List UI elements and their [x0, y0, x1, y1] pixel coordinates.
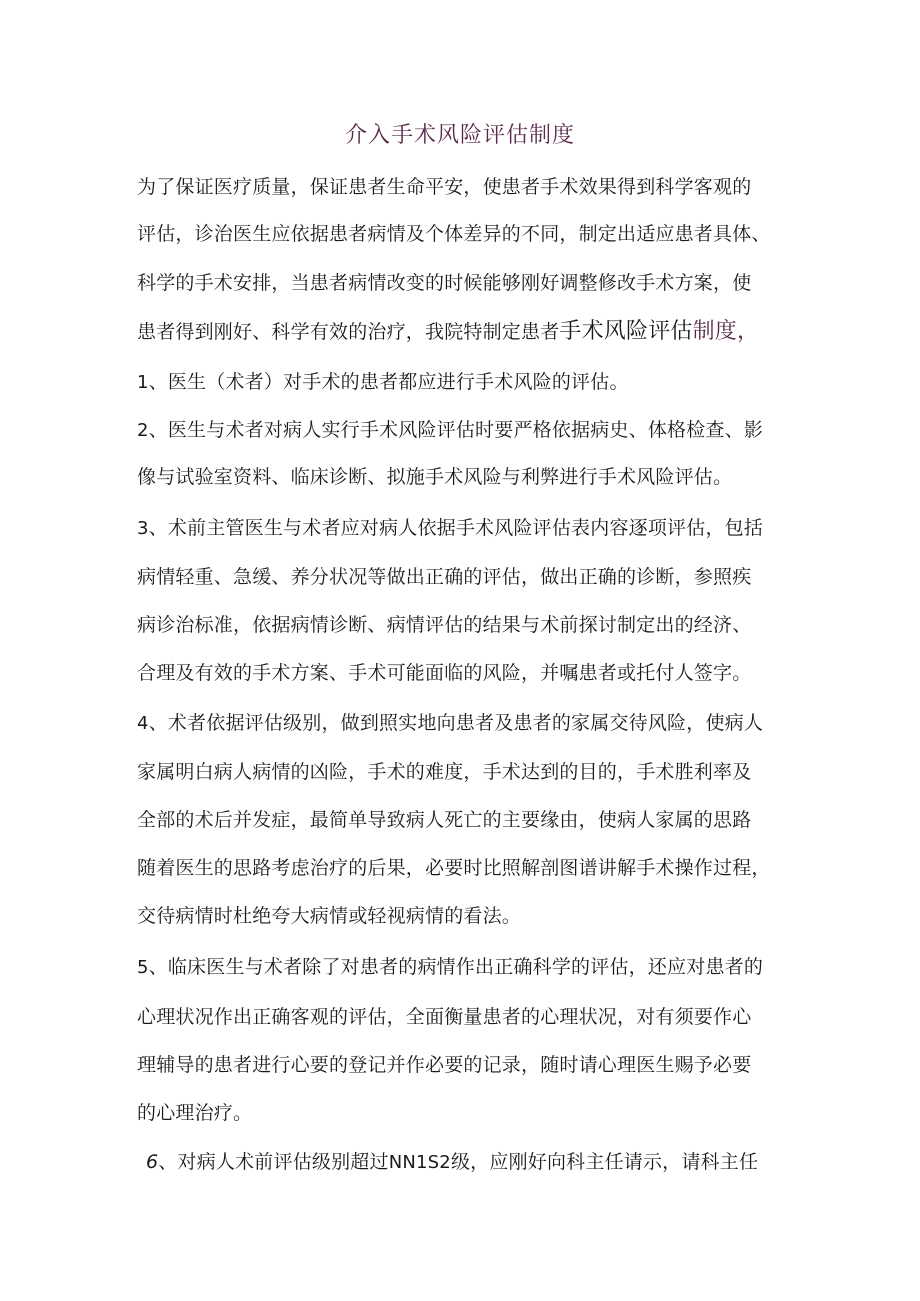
item-5-line-3: 理辅导的患者进行心要的登记并作必要的记录，随时请心理医生赐予必要	[137, 1054, 752, 1076]
item-6	[146, 1147, 758, 1174]
item-5-number: 5	[137, 957, 149, 978]
item-3-line-1	[137, 513, 763, 540]
item-2-line-2: 像与试验室资料、临床诊断、拟施手术风险与利弊进行手术风险评估。	[137, 466, 733, 488]
item-4-line-4: 随着医生的思路考虑治疗的后果，必要时比照解剖图谱讲解手术操作过程，	[137, 857, 771, 879]
item-5-line-2: 心理状况作出正确客观的评估，全面衡量患者的心理状况，对有须要作心	[137, 1006, 752, 1028]
intro-line-1: 为了保证医疗质量，保证患者生命平安，使患者手术效果得到科学客观的	[137, 176, 752, 198]
item-3-line-4: 合理及有效的手术方案、手术可能面临的风险，并嘱患者或托付人签字。	[137, 662, 752, 684]
item-5-text: 、临床医生与术者除了对患者的病情作出正确科学的评估，还应对患者的	[148, 956, 764, 978]
item-5-line-1	[137, 952, 763, 979]
item-2-number: 2	[137, 420, 149, 441]
item-6-text-a: 、对病人术前评估级别超过	[158, 1151, 389, 1173]
item-3-line-2: 病情轻重、急缓、养分状况等做出正确的评估，做出正确的诊断，参照疾	[137, 566, 752, 588]
item-4-line-2: 家属明白病人病情的凶险，手术的难度，手术达到的目的，手术胜利率及	[137, 761, 752, 783]
item-4-line-3: 全部的术后并发症，最简单导致病人死亡的主要缘由，使病人家属的思路	[137, 809, 752, 831]
item-6-code: NN1S2	[388, 1152, 451, 1173]
item-4-number: 4	[137, 713, 149, 734]
item-1-number: 1	[137, 372, 149, 393]
item-6-number: 6	[146, 1151, 159, 1173]
item-3-line-3: 病诊治标准，依据病情诊断、病情评估的结果与术前探讨制定出的经济、	[137, 614, 752, 636]
intro-line-2: 评估，诊治医生应依据患者病情及个体差异的不同，制定出适应患者具体、	[137, 223, 771, 245]
item-2-line-1	[137, 415, 763, 442]
item-4-line-1	[137, 708, 763, 735]
intro-line-4-text: 患者得到刚好、科学有效的治疗，我院特制定患者	[137, 321, 560, 343]
item-3-number: 3	[137, 518, 149, 539]
item-6-text-b: 级，应刚好向科主任请示，请科主任	[450, 1151, 759, 1173]
item-1	[137, 367, 629, 394]
item-5-line-4: 的心理治疗。	[137, 1102, 253, 1124]
document-title: 介入手术风险评估制度	[344, 123, 575, 148]
item-4-line-5: 交待病情时杜绝夸大病情或轻视病情的看法。	[137, 905, 522, 927]
intro-line-4-end: 制度，	[692, 319, 760, 344]
item-4-text: 、术者依据评估级别，做到照实地向患者及患者的家属交待风险，使病人	[148, 712, 764, 734]
item-3-text: 、术前主管医生与术者应对病人依据手术风险评估表内容逐项评估，包括	[148, 517, 764, 539]
item-1-text: 、医生（术者）对手术的患者都应进行手术风险的评估。	[148, 371, 629, 393]
intro-line-3: 科学的手术安排，当患者病情改变的时候能够刚好调整修改手术方案，使	[137, 272, 752, 294]
item-2-text: 、医生与术者对病人实行手术风险评估时要严格依据病史、体格检查、影	[148, 419, 764, 441]
intro-line-4-highlight: 手术风险评估	[559, 319, 693, 344]
intro-line-4	[137, 314, 759, 345]
